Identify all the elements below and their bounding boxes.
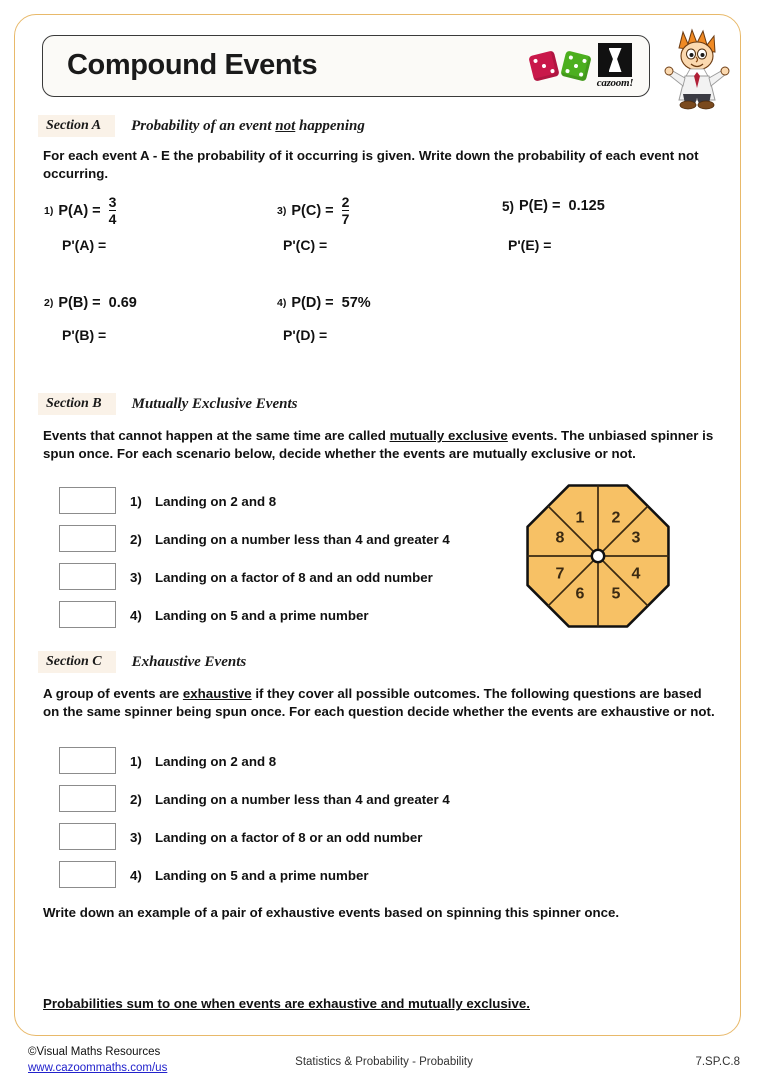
list-item-c-4 — [130, 868, 369, 883]
item-number: 1) — [130, 754, 142, 769]
spinner-sector-1: 1 — [575, 509, 585, 527]
item-number: 2) — [130, 792, 142, 807]
section-tag-c: Section C — [38, 651, 116, 673]
title-bar — [42, 35, 650, 97]
spinner-sector-8: 8 — [555, 529, 565, 547]
spinner-hub — [592, 550, 604, 562]
answer-box-c-4[interactable] — [59, 861, 116, 888]
section-title-b: Mutually Exclusive Events — [131, 395, 298, 412]
closing-prompt: Write down an example of a pair of exhaustive events based on spinning this spinner once. — [43, 905, 620, 920]
list-item-b-4 — [130, 608, 369, 623]
item-number: 4) — [130, 608, 142, 623]
item-text: Landing on 2 and 8 — [155, 754, 277, 769]
section-title-c: Exhaustive Events — [131, 653, 247, 670]
spinner-sector-5: 5 — [611, 585, 621, 603]
website-link[interactable]: www.cazoommaths.com/us — [28, 1062, 168, 1075]
copyright-text: ©Visual Maths Resources — [28, 1046, 161, 1058]
section-header-a — [38, 114, 365, 138]
item-text: Landing on 2 and 8 — [155, 494, 277, 509]
answer-box-c-2[interactable] — [59, 785, 116, 812]
page-footer — [0, 1044, 768, 1086]
spinner-sector-2: 2 — [611, 509, 621, 527]
answer-field-a-5[interactable]: P'(E) = — [508, 237, 552, 253]
cazoom-wordmark: cazoom! — [596, 77, 634, 89]
key-fact: Probabilities sum to one when events are exhaustive and mutually exclusive. — [43, 996, 530, 1011]
question-number: 4) — [277, 297, 287, 309]
question-value: 57% — [341, 295, 371, 311]
question-label: P(E) = — [519, 198, 561, 214]
section-tag-b: Section B — [38, 393, 116, 415]
footer-standard-code: 7.SP.C.8 — [695, 1056, 740, 1068]
cazoom-logo — [531, 43, 635, 89]
item-number: 3) — [130, 830, 142, 845]
mascot-illustration — [659, 26, 735, 110]
item-number: 1) — [130, 494, 142, 509]
question-label: P(C) = — [291, 202, 334, 219]
answer-field-a-4[interactable]: P'(D) = — [283, 327, 328, 343]
answer-field-a-1[interactable]: P'(A) = — [62, 237, 107, 253]
list-item-c-3 — [130, 830, 422, 845]
answer-box-b-3[interactable] — [59, 563, 116, 590]
question-label: P(A) = — [58, 202, 101, 219]
spinner-sector-3: 3 — [631, 529, 641, 547]
list-item-b-1 — [130, 494, 276, 509]
list-item-b-2 — [130, 532, 450, 547]
answer-field-a-2[interactable]: P'(B) = — [62, 327, 107, 343]
section-title-a: Probability of an event not happening — [131, 117, 365, 134]
item-text: Landing on 5 and a prime number — [155, 608, 369, 623]
item-text: Landing on a factor of 8 and an odd number — [155, 570, 433, 585]
item-text: Landing on 5 and a prime number — [155, 868, 369, 883]
question-label: P(D) = — [291, 295, 334, 311]
list-item-c-1 — [130, 754, 276, 769]
section-tag-a: Section A — [38, 115, 115, 137]
section-header-c — [38, 650, 246, 674]
question-a-5 — [502, 198, 605, 214]
answer-box-b-2[interactable] — [59, 525, 116, 552]
item-number: 2) — [130, 532, 142, 547]
answer-field-a-3[interactable]: P'(C) = — [283, 237, 328, 253]
answer-box-b-1[interactable] — [59, 487, 116, 514]
cazoom-glass-icon — [595, 43, 635, 89]
spinner-sector-4: 4 — [631, 565, 641, 583]
spinner-sector-6: 6 — [575, 585, 585, 603]
list-item-c-2 — [130, 792, 450, 807]
question-a-3 — [277, 195, 349, 226]
item-text: Landing on a factor of 8 or an odd number — [155, 830, 423, 845]
question-value: 0.69 — [108, 295, 137, 311]
green-die-icon — [560, 50, 592, 82]
item-number: 3) — [130, 570, 142, 585]
item-text: Landing on a number less than 4 and greater 4 — [155, 532, 450, 547]
spinner-sector-7: 7 — [555, 565, 565, 583]
spinner-diagram — [518, 478, 678, 634]
red-die-icon — [528, 50, 560, 82]
question-label: P(B) = — [58, 295, 101, 311]
section-b-intro: Events that cannot happen at the same time are called mutually exclusive events. The unbiased spinner is spun once. For each scenario below, decide whether the events are mutually exclusive or not. — [43, 428, 714, 461]
question-value: 0.125 — [568, 198, 605, 214]
question-a-1 — [44, 195, 116, 226]
question-number: 5) — [502, 198, 515, 214]
section-c-intro: A group of events are exhaustive if they cover all possible outcomes. The following questions are based on the same spinner being spun once. For each question decide whether the events are exhaustive or not. — [43, 686, 715, 719]
answer-box-c-3[interactable] — [59, 823, 116, 850]
question-number: 2) — [44, 297, 54, 309]
list-item-b-3 — [130, 570, 433, 585]
item-number: 4) — [130, 868, 142, 883]
section-a-intro: For each event A - E the probability of it occurring is given. Write down the probability of each event not occurring. — [43, 148, 699, 181]
footer-topic: Statistics & Probability - Probability — [295, 1056, 473, 1068]
page-title: Compound Events — [67, 48, 318, 81]
item-text: Landing on a number less than 4 and greater 4 — [155, 792, 450, 807]
fraction-2-7: $\frac{2}{7}$ — [341, 194, 350, 227]
question-a-4 — [277, 295, 371, 311]
section-header-b — [38, 392, 297, 416]
question-a-2 — [44, 295, 137, 311]
question-number: 3) — [277, 204, 287, 217]
answer-box-c-1[interactable] — [59, 747, 116, 774]
fraction-3-4: $\frac{3}{4}$ — [108, 194, 117, 227]
footer-left — [28, 1044, 167, 1076]
question-number: 1) — [44, 204, 54, 217]
answer-box-b-4[interactable] — [59, 601, 116, 628]
